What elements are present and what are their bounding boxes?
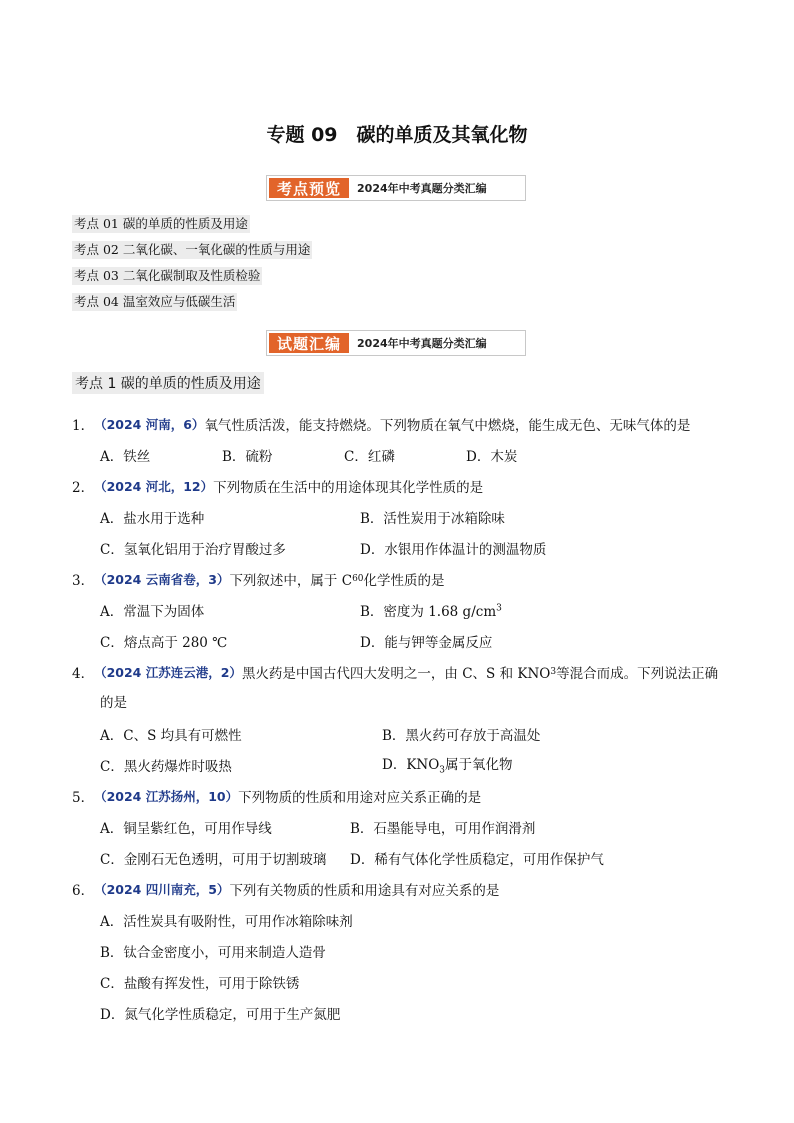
question-5 xyxy=(72,780,732,873)
option-b[interactable]: B．钛合金密度小，可用来制造人造骨 xyxy=(100,944,326,961)
option-c[interactable]: C．熔点高于 280 ℃ xyxy=(100,634,228,651)
kaodian-list xyxy=(72,213,312,317)
banner-tag: 试题汇编 xyxy=(269,333,349,353)
question-stem: 下列物质在生活中的用途体现其化学性质的是 xyxy=(213,479,484,496)
option-c[interactable]: C．金刚石无色透明，可用于切割玻璃 xyxy=(100,851,327,868)
option-a[interactable]: A．C、S 均具有可燃性 xyxy=(100,727,242,744)
option-d[interactable]: D．氮气化学性质稳定，可用于生产氮肥 xyxy=(100,1006,341,1023)
section-heading: 考点 1 碳的单质的性质及用途 xyxy=(72,372,264,394)
question-4 xyxy=(72,656,732,780)
question-stem: 下列物质的性质和用途对应关系正确的是 xyxy=(238,789,482,806)
question-2 xyxy=(72,470,732,563)
option-c[interactable]: C．氢氧化铝用于治疗胃酸过多 xyxy=(100,541,286,558)
subscript: 3 xyxy=(439,765,446,776)
banner-subtitle: 2024年中考真题分类汇编 xyxy=(357,337,487,350)
question-source: （2024 云南省卷，3） xyxy=(94,571,230,587)
option-a[interactable]: A．铁丝 xyxy=(100,448,151,465)
questions-banner xyxy=(266,330,526,356)
question-stem-tail: 等混合而成。下列说法正确 xyxy=(556,665,719,682)
question-source: （2024 江苏扬州，10） xyxy=(94,788,239,804)
option-a[interactable]: A．活性炭具有吸附性，可用作冰箱除味剂 xyxy=(100,913,353,930)
question-list xyxy=(72,408,732,1028)
option-b[interactable]: B．密度为 1.68 $g/cm^3$ xyxy=(360,603,502,620)
question-number: 3． xyxy=(72,572,95,589)
option-d[interactable]: D．稀有气体化学性质稳定，可用作保护气 xyxy=(350,851,604,868)
question-source: （2024 河南，6） xyxy=(94,416,205,432)
question-source: （2024 江苏连云港，2） xyxy=(94,664,242,680)
question-source: （2024 河北，12） xyxy=(94,478,214,494)
question-stem: 黑火药是中国古代四大发明之一，由 C、S 和 KNO xyxy=(241,665,551,682)
option-c[interactable]: C．黑火药爆炸时吸热 xyxy=(100,758,232,775)
page-title: 专题 09 碳的单质及其氧化物 xyxy=(266,124,528,146)
option-a[interactable]: A．盐水用于选种 xyxy=(100,510,205,527)
option-d[interactable]: D．能与钾等金属反应 xyxy=(360,634,493,651)
option-b[interactable]: B．硫粉 xyxy=(222,448,273,465)
question-number: 5． xyxy=(72,789,95,806)
option-c[interactable]: C．盐酸有挥发性，可用于除铁锈 xyxy=(100,975,300,992)
preview-banner xyxy=(266,175,526,201)
question-source: （2024 四川南充，5） xyxy=(94,881,230,897)
kaodian-item[interactable]: 考点 01 碳的单质的性质及用途 xyxy=(74,216,248,231)
option-d[interactable]: D．水银用作体温计的测温物质 xyxy=(360,541,547,558)
kaodian-item[interactable]: 考点 04 温室效应与低碳生活 xyxy=(74,294,236,309)
question-stem: 下列叙述中，属于 C xyxy=(229,572,353,589)
option-b[interactable]: B．黑火药可存放于高温处 xyxy=(382,727,541,744)
question-number: 1． xyxy=(72,417,95,434)
kaodian-item[interactable]: 考点 03 二氧化碳制取及性质检验 xyxy=(74,268,261,283)
banner-subtitle: 2024年中考真题分类汇编 xyxy=(357,182,487,195)
question-1 xyxy=(72,408,732,470)
option-c[interactable]: C．红磷 xyxy=(344,448,395,465)
question-stem-tail: 化学性质的是 xyxy=(363,572,445,589)
subscript: 3 xyxy=(550,666,557,677)
kaodian-item[interactable]: 考点 02 二氧化碳、一氧化碳的性质与用途 xyxy=(74,242,311,257)
question-stem: 下列有关物质的性质和用途具有对应关系的是 xyxy=(229,882,500,899)
question-number: 4． xyxy=(72,665,95,682)
option-a[interactable]: A．常温下为固体 xyxy=(100,603,205,620)
superscript: 3 xyxy=(496,603,502,613)
option-b[interactable]: B．石墨能导电，可用作润滑剂 xyxy=(350,820,536,837)
question-stem-continued: 的是 xyxy=(100,694,127,711)
option-b[interactable]: B．活性炭用于冰箱除味 xyxy=(360,510,505,527)
question-3 xyxy=(72,563,732,656)
question-number: 6． xyxy=(72,882,95,899)
question-6 xyxy=(72,873,732,1028)
banner-tag: 考点预览 xyxy=(269,178,349,198)
question-number: 2． xyxy=(72,479,95,496)
option-d[interactable]: D．$KNO_3$属于氧化物 xyxy=(382,757,513,776)
option-d[interactable]: D．木炭 xyxy=(466,448,518,465)
option-a[interactable]: A．铜呈紫红色，可用作导线 xyxy=(100,820,272,837)
question-stem: 氧气性质活泼，能支持燃烧。下列物质在氧气中燃烧，能生成无色、无味气体的是 xyxy=(204,417,691,434)
subscript: 60 xyxy=(352,573,364,584)
